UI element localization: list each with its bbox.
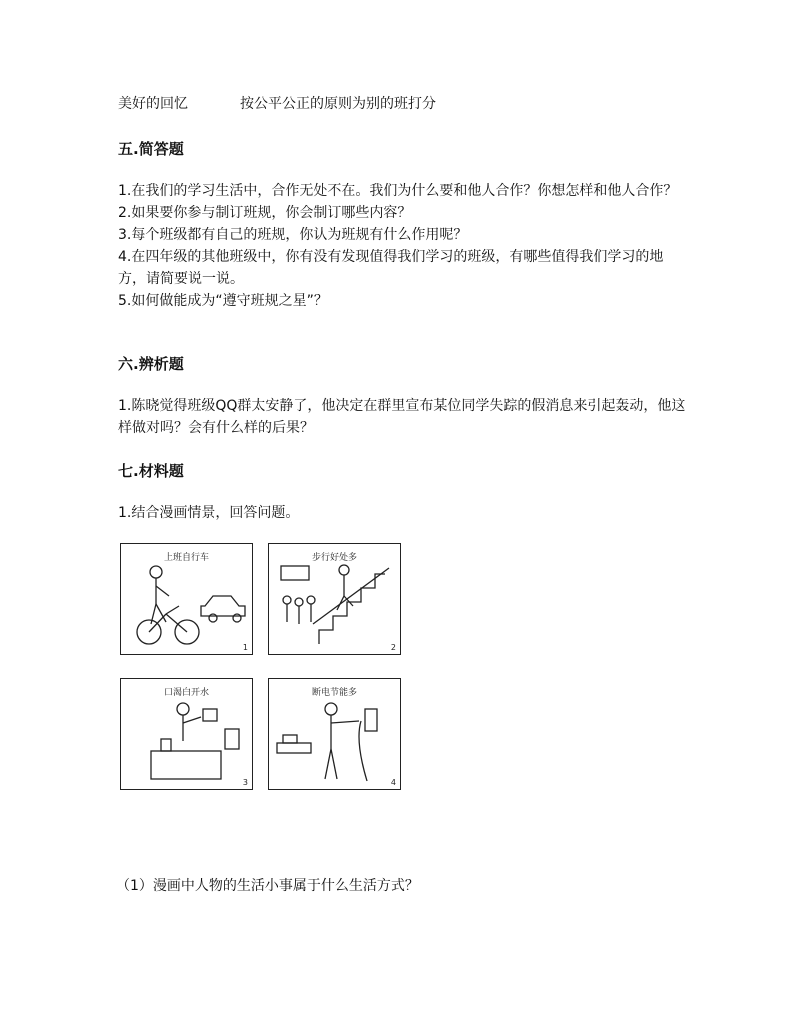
comic-caption: 口渴白开水 <box>163 688 209 698</box>
question-item: 4.在四年级的其他班级中，你有没有发现值得我们学习的班级，有哪些值得我们学习的地方，请简要说一说。 <box>118 249 664 287</box>
section6-question-list <box>118 395 688 439</box>
section6-title: 六.辨析题 <box>118 355 184 373</box>
question-item: 5.如何做能成为“遵守班规之星”？ <box>118 293 328 309</box>
top-line-right: 按公平公正的原则为别的班打分 <box>240 96 436 112</box>
comic-caption: 上班自行车 <box>163 553 209 563</box>
comic-panel-1 <box>120 543 253 655</box>
comic-number: 4 <box>390 778 396 787</box>
comic-panel-3 <box>120 678 253 790</box>
section7-intro: 1.结合漫画情景，回答问题。 <box>118 505 300 521</box>
question-item: 3.每个班级都有自己的班规，你认为班规有什么作用呢？ <box>118 227 468 243</box>
section5-title: 五.简答题 <box>118 140 184 158</box>
comic-panel-2 <box>268 543 401 655</box>
comic-panel-4 <box>268 678 401 790</box>
question-item: 2.如果要你参与制订班规，你会制订哪些内容？ <box>118 205 412 221</box>
comic-number: 1 <box>242 643 248 652</box>
comic-number: 2 <box>390 643 396 652</box>
section5-question-list <box>118 180 688 312</box>
comic-caption: 步行好处多 <box>311 553 357 563</box>
question-item: 1.在我们的学习生活中，合作无处不在。我们为什么要和他人合作？你想怎样和他人合作？ <box>118 183 678 199</box>
top-line-left: 美好的回忆 <box>118 96 188 112</box>
question-item: 1.陈晓觉得班级QQ群太安静了，他决定在群里宣布某位同学失踪的假消息来引起轰动，他这样做对吗？会有什么样的后果？ <box>118 398 686 436</box>
comic-number: 3 <box>242 778 248 787</box>
section7-title: 七.材料题 <box>118 462 184 480</box>
subquestion: （1）漫画中人物的生活小事属于什么生活方式？ <box>116 878 419 894</box>
comic-caption: 断电节能多 <box>311 688 357 698</box>
